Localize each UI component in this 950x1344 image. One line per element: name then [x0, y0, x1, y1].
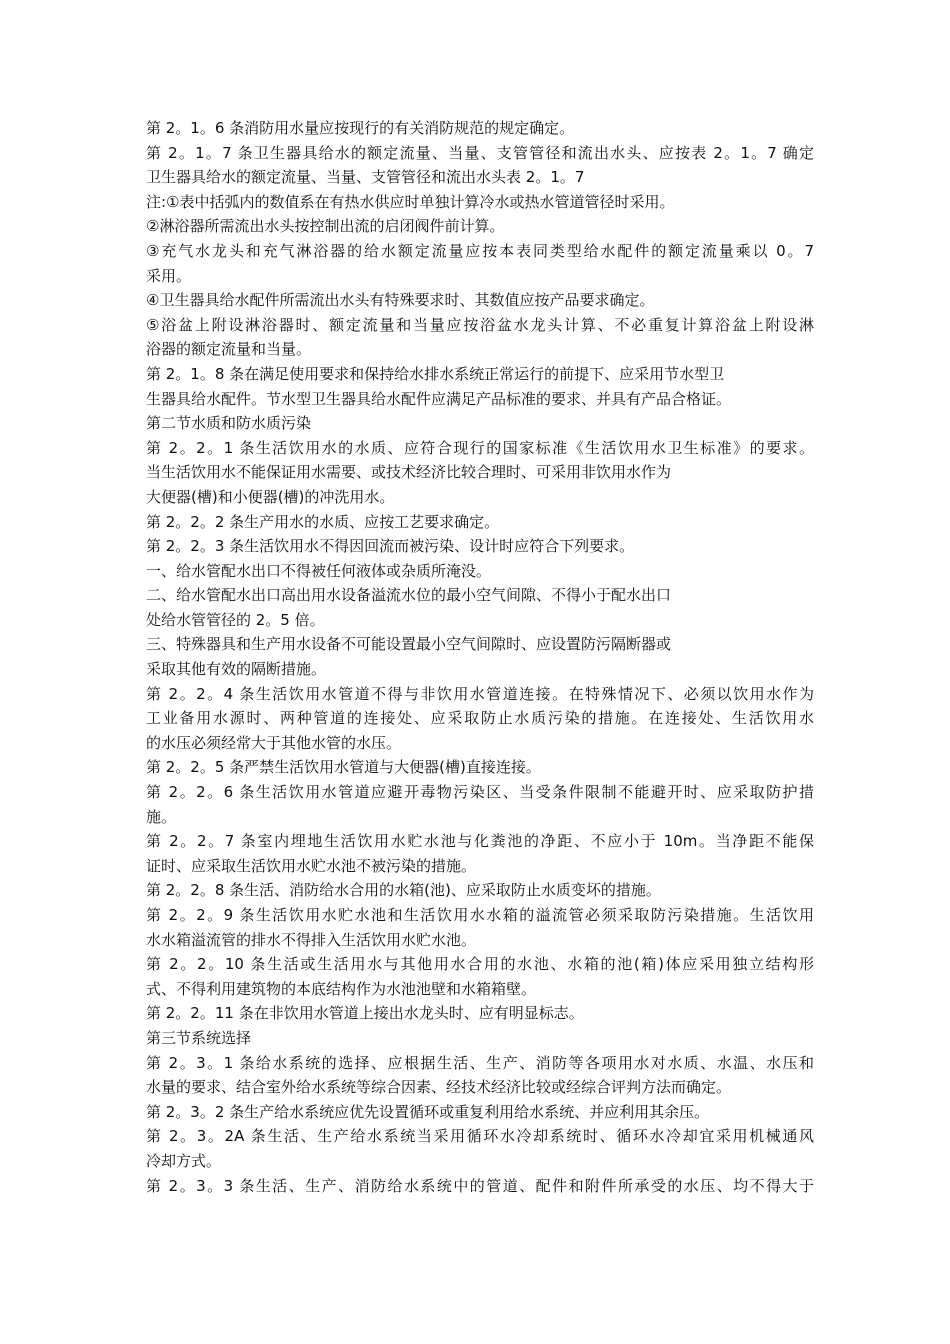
- text-line: 证时、应采取生活饮用水贮水池不被污染的措施。: [146, 856, 477, 875]
- text-line: 当生活饮用水不能保证用水需要、或技术经济比较合理时、可采用非饮用水作为: [146, 463, 672, 482]
- text-line: 第 2。3。1 条给水系统的选择、应根据生活、生产、消防等各项用水对水质、水温、水压和: [146, 1053, 814, 1072]
- text-line: 第 2。1。7 条卫生器具给水的额定流量、当量、支管管径和流出水头、应按表 2。1。7 确定: [146, 143, 814, 162]
- text-line: 生器具给水配件。节水型卫生器具给水配件应满足产品标准的要求、并具有产品合格证。: [146, 389, 732, 408]
- text-line: 第 2。2。5 条严禁生活饮用水管道与大便器(槽)直接连接。: [146, 758, 541, 777]
- text-line: 施。: [146, 807, 177, 826]
- text-line: ②淋浴器所需流出水头按控制出流的启闭阀件前计算。: [146, 217, 505, 236]
- text-line: 第 2。2。6 条生活饮用水管道应避开毒物污染区、当受条件限制不能避开时、应采取防护措: [146, 783, 814, 802]
- text-line: 第 2。2。2 条生产用水的水质、应按工艺要求确定。: [146, 512, 500, 531]
- text-line: 浴器的额定流量和当量。: [146, 340, 312, 359]
- text-line: 第 2。1。8 条在满足使用要求和保持给水排水系统正常运行的前提下、应采用节水型卫: [146, 364, 725, 383]
- text-line: 第 2。3。3 条生活、生产、消防给水系统中的管道、配件和附件所承受的水压、均不得大于: [146, 1176, 814, 1195]
- text-line: 第 2。2。11 条在非饮用水管道上接出水龙头时、应有明显标志。: [146, 1004, 584, 1023]
- text-line: 卫生器具给水的额定流量、当量、支管管径和流出水头表 2。1。7: [146, 168, 585, 187]
- text-line: 第 2。2。3 条生活饮用水不得因回流而被污染、设计时应符合下列要求。: [146, 537, 635, 556]
- text-line: 式、不得利用建筑物的本底结构作为水池池壁和水箱箱壁。: [146, 979, 537, 998]
- text-line: 第 2。2。10 条生活或生活用水与其他用水合用的水池、水箱的池(箱)体应采用独立结构形: [146, 955, 814, 974]
- text-line: 一、给水管配水出口不得被任何液体或杂质所淹没。: [146, 561, 492, 580]
- text-line: 的水压必须经常大于其他水管的水压。: [146, 733, 402, 752]
- document-body: [146, 116, 814, 1198]
- text-line: ⑤浴盆上附设淋浴器时、额定流量和当量应按浴盆水龙头计算、不必重复计算浴盆上附设淋: [146, 315, 814, 334]
- text-line: 第 2。1。6 条消防用水量应按现行的有关消防规范的规定确定。: [146, 119, 575, 137]
- text-line: ③充气水龙头和充气淋浴器的给水额定流量应按本表同类型给水配件的额定流量乘以 0。7: [146, 241, 814, 260]
- text-line: 水量的要求、结合室外给水系统等综合因素、经技术经济比较或经综合评判方法而确定。: [146, 1078, 732, 1097]
- text-line: 第 2。2。8 条生活、消防给水合用的水箱(池)、应采取防止水质变坏的措施。: [146, 881, 661, 900]
- text-line: 第 2。3。2A 条生活、生产给水系统当采用循环水冷却系统时、循环水冷却宜采用机械通风: [146, 1127, 814, 1146]
- text-line: 二、给水管配水出口高出用水设备溢流水位的最小空气间隙、不得小于配水出口: [146, 586, 672, 605]
- text-line: 处给水管管径的 2。5 倍。: [146, 610, 325, 629]
- text-line: 采取其他有效的隔断措施。: [146, 660, 327, 679]
- text-line: 第 2。2。9 条生活饮用水贮水池和生活饮用水水箱的溢流管必须采取防污染措施。生活饮用: [146, 906, 814, 924]
- text-line: 第三节系统选择: [146, 1028, 252, 1047]
- text-line: 三、特殊器具和生产用水设备不可能设置最小空气间隙时、应设置防污隔断器或: [146, 635, 672, 654]
- text-line: 第 2。3。2 条生产给水系统应优先设置循环或重复利用给水系统、并应利用其余压。: [146, 1102, 710, 1121]
- text-line: 冷却方式。: [146, 1151, 222, 1170]
- text-line: 工业备用水源时、两种管道的连接处、应采取防止水质污染的措施。在连接处、生活饮用水: [146, 709, 814, 728]
- text-line: 采用。: [146, 266, 192, 285]
- text-line: 第 2。2。7 条室内埋地生活饮用水贮水池与化粪池的净距、不应小于 10m。当净距不能保: [146, 832, 814, 851]
- text-line: 第 2。2。1 条生活饮用水的水质、应符合现行的国家标准《生活饮用水卫生标准》的要求。: [146, 438, 814, 457]
- text-line: 大便器(槽)和小便器(槽)的冲洗用水。: [146, 487, 395, 506]
- text-line: ④卫生器具给水配件所需流出水头有特殊要求时、其数值应按产品要求确定。: [146, 291, 655, 310]
- text-line: 第 2。2。4 条生活饮用水管道不得与非饮用水管道连接。在特殊情况下、必须以饮用水作为: [146, 684, 814, 703]
- text-line: 第二节水质和防水质污染: [146, 414, 312, 433]
- text-line: 注:①表中括弧内的数值系在有热水供应时单独计算冷水或热水管道管径时采用。: [146, 192, 675, 211]
- text-line: 水水箱溢流管的排水不得排入生活饮用水贮水池。: [146, 930, 477, 949]
